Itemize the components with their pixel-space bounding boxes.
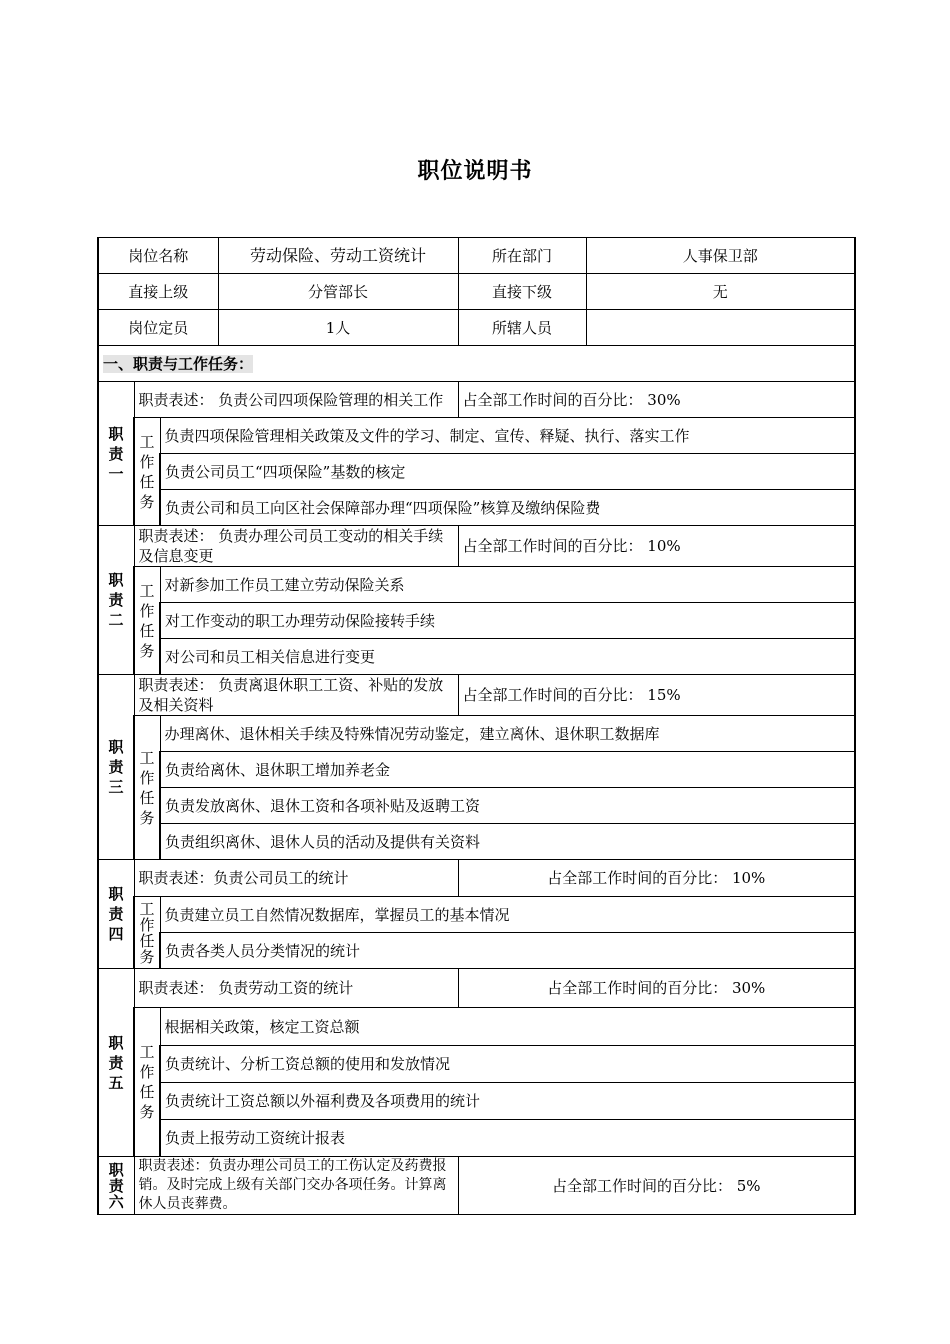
duty-2-task-2: 对工作变动的职工办理劳动保险接转手续: [160, 603, 855, 639]
section-heading: 一、职责与工作任务：: [98, 346, 855, 382]
duty-1-task-row: [98, 418, 855, 454]
duty-3-description: 职责表述： 负责离退休职工工资、补贴的发放及相关资料: [134, 675, 458, 716]
duty-3-task-3: 负责发放离休、退休工资和各项补贴及返聘工资: [160, 788, 855, 824]
duty-3-task-2: 负责给离休、退休职工增加养老金: [160, 752, 855, 788]
duty-5-task-row: [98, 1008, 855, 1046]
duty-4-task-row: [98, 897, 855, 933]
duty-6-percentage: 占全部工作时间的百分比： 5%: [458, 1157, 855, 1215]
duty-3-task-label: 工作任务: [134, 716, 160, 860]
label-position-name: 岗位名称: [98, 238, 218, 274]
duty-1-task-1: 负责四项保险管理相关政策及文件的学习、制定、宣传、释疑、执行、落实工作: [160, 418, 855, 454]
duty-2-desc-row: [98, 526, 855, 567]
value-subordinates: [586, 310, 855, 346]
duty-5-percentage: 占全部工作时间的百分比： 30%: [458, 969, 855, 1008]
duty-2-task-label: 工作任务: [134, 567, 160, 675]
duty-5-task-label: 工作任务: [134, 1008, 160, 1157]
label-direct-subordinate: 直接下级: [458, 274, 586, 310]
duty-5-label: 职责五: [98, 969, 134, 1157]
duty-4-task-1: 负责建立员工自然情况数据库，掌握员工的基本情况: [160, 897, 855, 933]
duty-3-desc-row: [98, 675, 855, 716]
duty-3-task-4: 负责组织离休、退休人员的活动及提供有关资料: [160, 824, 855, 860]
duty-6-desc-row: [98, 1157, 855, 1215]
duty-3-label: 职责三: [98, 675, 134, 860]
label-headcount: 岗位定员: [98, 310, 218, 346]
duty-3-task-1: 办理离休、退休相关手续及特殊情况劳动鉴定，建立离休、退休职工数据库: [160, 716, 855, 752]
section-heading-row: [98, 346, 855, 382]
duty-2-percentage: 占全部工作时间的百分比： 10%: [458, 526, 855, 567]
duty-3-task-row: [98, 716, 855, 752]
duty-1-task-label: 工作任务: [134, 418, 160, 526]
duty-1-task-2: 负责公司员工“四项保险”基数的核定: [160, 454, 855, 490]
label-direct-superior: 直接上级: [98, 274, 218, 310]
duty-2-label: 职责二: [98, 526, 134, 675]
duty-5-task-2: 负责统计、分析工资总额的使用和发放情况: [160, 1046, 855, 1083]
duty-1-percentage: 占全部工作时间的百分比： 30%: [458, 382, 855, 418]
value-position-name: 劳动保险、劳动工资统计: [218, 238, 458, 274]
duty-6-description: 职责表述：负责办理公司员工的工伤认定及药费报销。及时完成上级有关部门交办各项任务。计算离休人员丧葬费。: [134, 1157, 458, 1215]
duty-2-task-3: 对公司和员工相关信息进行变更: [160, 639, 855, 675]
value-headcount: 1人: [218, 310, 458, 346]
duty-1-label: 职责一: [98, 382, 134, 526]
header-row-3: [98, 310, 855, 346]
duty-4-task-2: 负责各类人员分类情况的统计: [160, 933, 855, 969]
duty-2-task-1: 对新参加工作员工建立劳动保险关系: [160, 567, 855, 603]
duty-5-task-4: 负责上报劳动工资统计报表: [160, 1120, 855, 1157]
duty-1-task-3: 负责公司和员工向区社会保障部办理“四项保险”核算及缴纳保险费: [160, 490, 855, 526]
header-row-1: [98, 238, 855, 274]
value-direct-subordinate: 无: [586, 274, 855, 310]
duty-4-description: 职责表述：负责公司员工的统计: [134, 860, 458, 897]
duty-2-task-row: [98, 567, 855, 603]
duty-5-desc-row: [98, 969, 855, 1008]
duty-4-task-label: 工作任务: [134, 897, 160, 969]
duty-5-task-1: 根据相关政策，核定工资总额: [160, 1008, 855, 1046]
value-direct-superior: 分管部长: [218, 274, 458, 310]
duty-5-task-3: 负责统计工资总额以外福利费及各项费用的统计: [160, 1083, 855, 1120]
duty-3-percentage: 占全部工作时间的百分比： 15%: [458, 675, 855, 716]
job-description-table: [97, 237, 856, 1215]
duty-1-description: 职责表述： 负责公司四项保险管理的相关工作: [134, 382, 458, 418]
label-subordinates: 所辖人员: [458, 310, 586, 346]
label-department: 所在部门: [458, 238, 586, 274]
duty-6-label: 职责六: [98, 1157, 134, 1215]
duty-2-description: 职责表述： 负责办理公司员工变动的相关手续及信息变更: [134, 526, 458, 567]
duty-4-label: 职责四: [98, 860, 134, 969]
header-row-2: [98, 274, 855, 310]
duty-5-description: 职责表述： 负责劳动工资的统计: [134, 969, 458, 1008]
value-department: 人事保卫部: [586, 238, 855, 274]
duty-4-desc-row: [98, 860, 855, 897]
duty-1-desc-row: [98, 382, 855, 418]
page-title: 职位说明书: [417, 159, 533, 184]
duty-4-percentage: 占全部工作时间的百分比： 10%: [458, 860, 855, 897]
